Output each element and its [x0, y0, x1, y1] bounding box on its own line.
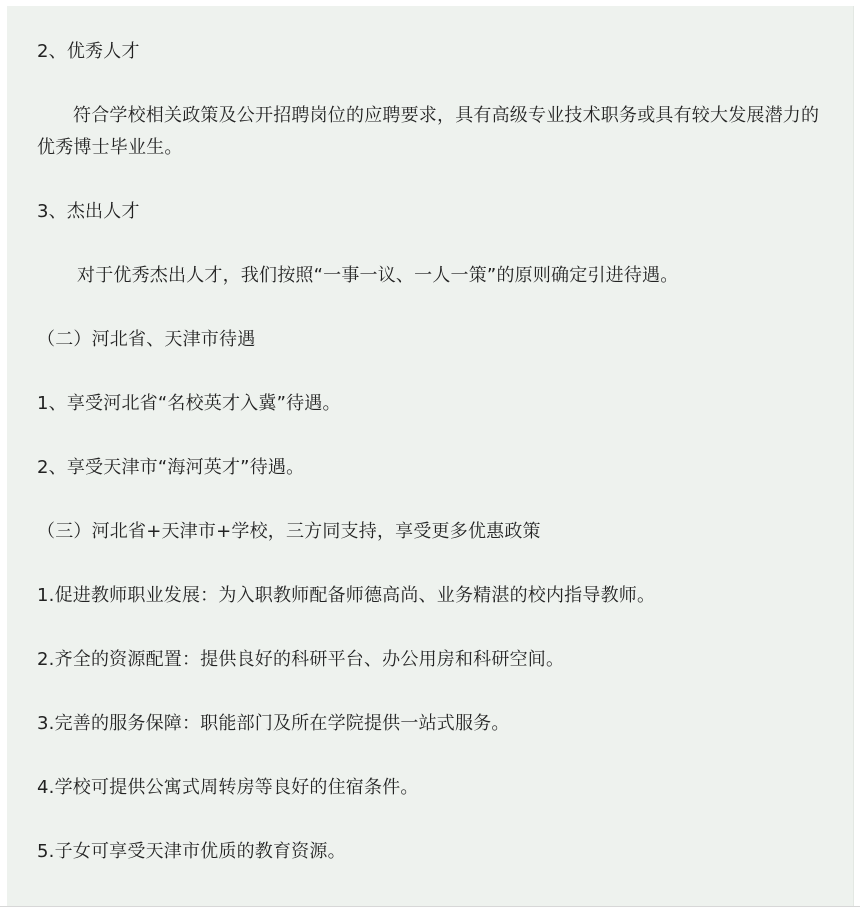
paragraph-gap — [37, 228, 833, 260]
paragraph-gap — [37, 676, 833, 708]
list-item-hebei-benefit: 1、享受河北省“名校英才入冀”待遇。 — [37, 393, 341, 414]
list-item-resource-allocation: 2.齐全的资源配置：提供良好的科研平台、办公用房和科研空间。 — [37, 649, 565, 670]
heading-excellent-talent: 2、优秀人才 — [37, 41, 140, 62]
paragraph-gap — [37, 484, 833, 516]
paragraph-gap — [37, 356, 833, 388]
paragraph-gap — [37, 292, 833, 324]
list-item-tianjin-benefit: 2、享受天津市“海河英才”待遇。 — [37, 457, 305, 478]
paragraph-gap — [37, 68, 833, 100]
paragraph-gap — [37, 740, 833, 772]
paragraph-gap — [37, 612, 833, 644]
heading-hebei-tianjin-benefits: （二）河北省、天津市待遇 — [37, 329, 256, 350]
heading-three-party-support: （三）河北省+天津市+学校，三方同支持，享受更多优惠政策 — [37, 521, 541, 542]
content-panel — [7, 6, 854, 906]
list-item-education-resources: 5.子女可享受天津市优质的教育资源。 — [37, 841, 346, 862]
list-item-career-development: 1.促进教师职业发展：为入职教师配备师德高尚、业务精湛的校内指导教师。 — [37, 585, 656, 606]
paragraph-gap — [37, 548, 833, 580]
paragraph-gap — [37, 804, 833, 836]
paragraph-gap — [37, 420, 833, 452]
list-item-housing: 4.学校可提供公寓式周转房等良好的住宿条件。 — [37, 777, 419, 798]
list-item-service-support: 3.完善的服务保障：职能部门及所在学院提供一站式服务。 — [37, 713, 510, 734]
paragraph-excellent-talent-desc: 符合学校相关政策及公开招聘岗位的应聘要求，具有高级专业技术职务或具有较大发展潜力的优秀博士毕业生。 — [37, 105, 820, 158]
article-body — [37, 36, 833, 868]
paragraph-gap — [37, 164, 833, 196]
heading-outstanding-talent: 3、杰出人才 — [37, 201, 140, 222]
paragraph-outstanding-talent-desc: 对于优秀杰出人才，我们按照“一事一议、一人一策”的原则确定引进待遇。 — [77, 265, 679, 286]
bottom-divider — [0, 906, 860, 907]
